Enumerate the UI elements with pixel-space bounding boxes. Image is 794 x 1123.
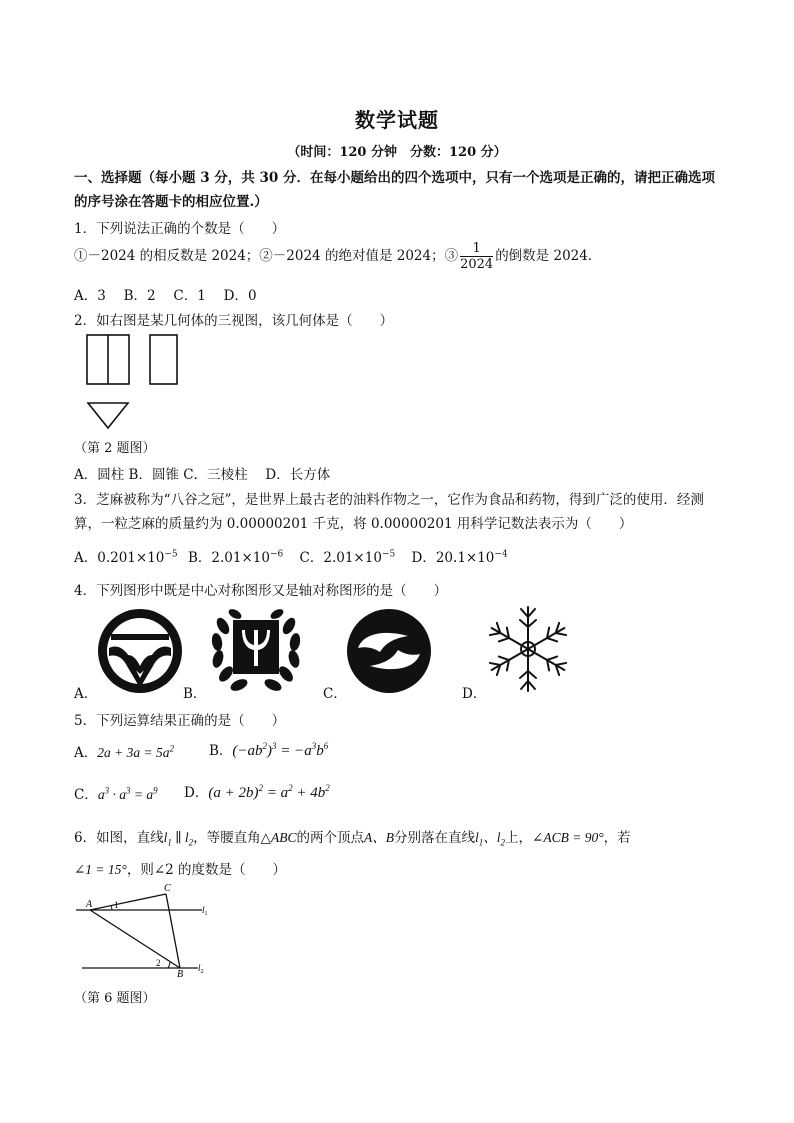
q6-angle-one: ∠1 = 15° [74,862,127,877]
q6-part-d: 分别落在直线 [394,830,475,846]
figure-6-caption: （第 6 题图） [74,991,156,1006]
q6-angle-acb: ∠ACB = 90° [532,830,604,845]
q5-b-label: B． [209,743,233,759]
question-3-stem-line1: 3．芝麻被称为“八谷之冠”，是世界上最古老的油料作物之一，它作为食品和药物，得到广泛的使用．经测 [74,492,704,508]
label-point-a: A [86,899,93,910]
q6-parallel-lines: $l_1$ ∥ $l_2$ [163,830,194,848]
option-a-label: A． [74,550,98,566]
page-title: 数学试题 [355,108,439,132]
option-d-label-q4: D． [462,686,487,702]
label-point-b: B [177,969,184,980]
three-view-figure [84,333,184,433]
option-b-label: B． [187,550,212,566]
yin-yang-leaf-emblem-icon [346,608,432,694]
q5-d-expression: $(a + 2b)^2 = a^2 + 4b^2$ [208,783,330,801]
segment-ac [90,894,166,910]
question-1-statements [74,241,601,272]
option-b-exponent: −6 [269,549,284,560]
segment-cb [166,894,180,968]
q6-part-g: ，则∠2 的度数是（ ） [126,862,287,878]
question-6-stem-line1 [74,826,631,848]
option-d-exponent: −4 [494,549,508,560]
top-view-triangle [88,403,128,428]
question-5-option-a [74,741,174,761]
option-c-label: C． [299,550,324,566]
q5-d-label: D． [184,785,209,801]
angle-2-arc [168,962,170,968]
option-b-mantissa: 2.01×10 [211,550,270,566]
question-1-stem: 1．下列说法正确的个数是（ ） [74,221,286,237]
question-6-stem-line2 [74,858,286,878]
label-point-c: C [164,883,171,894]
question-5-option-b [209,739,328,760]
laurel-wreath-emblem-icon [209,604,303,694]
statements-part2: 的倒数是 2024． [495,248,602,264]
q6-part-a: 6．如图，直线 [74,830,164,846]
option-c-exponent: −5 [381,549,396,560]
q6-part-b: ，等腰直角△ [193,830,271,846]
statements-part1: ①－2024 的相反数是 2024；②－2024 的绝对值是 2024；③ [74,248,459,264]
q5-c-expression: $a^3 \cdot a^3 = a^9$ [97,785,158,802]
q6-part-f: ，若 [603,830,631,846]
question-5-option-d [184,781,330,802]
circular-emblem-icon [97,608,183,694]
figure-2-caption: （第 2 题图） [74,441,156,456]
side-view-rect [150,335,177,384]
question-2-stem: 2．如右图是某几何体的三视图，该几何体是（ ） [74,313,394,329]
label-line-l2: $l_2$ [198,963,204,975]
segment-ab [90,910,180,968]
question-3-stem-line2: 算，一粒芝麻的质量约为 0.00000201 千克，将 0.00000201 用科学记数法表示为（ ） [74,516,633,532]
label-angle-1: 1 [114,900,119,910]
option-d-mantissa: 20.1×10 [435,550,495,566]
question-5-stem: 5．下列运算结果正确的是（ ） [74,713,286,729]
section-heading-line2: 的序号涂在答题卡的相应位置.） [74,194,268,210]
exam-info: （时间：120 分钟 分数：120 分） [287,145,507,160]
q5-c-label: C． [74,787,98,803]
q6-part-c: 的两个顶点 [296,830,364,846]
option-a-exponent: −5 [164,549,178,560]
q5-b-expression: $(-ab^2)^3 = -a^3b^6$ [232,741,329,759]
q5-a-label: A． [74,745,98,761]
label-angle-2: 2 [156,958,161,968]
fraction-one-over-2024 [460,241,493,272]
fraction-denominator: 2024 [460,257,494,272]
q6-triangle-abc: ABC [271,830,297,845]
question-5-option-c [74,783,158,803]
q6-lines-l1-l2: $l_1$、$l_2$ [475,830,506,848]
option-c-mantissa: 2.01×10 [323,550,382,566]
q6-points-ab: A、B [364,830,394,845]
section-heading-line1: 一、选择题（每小题 3 分，共 30 分．在每小题给出的四个选项中，只有一个选项是正确的，请把正确选项 [74,170,715,186]
question-3-options [74,546,508,566]
option-d-label: D． [411,550,436,566]
figure-6-diagram [76,880,216,980]
option-b-label-q4: B． [183,686,207,702]
question-2-options: A．圆柱 B．圆锥 C．三棱柱 D．长方体 [74,467,331,483]
question-1-options: A．3 B．2 C．1 D．0 [74,288,257,304]
fraction-numerator: 1 [460,241,493,257]
option-c-label-q4: C． [323,686,347,702]
option-a-mantissa: 0.201×10 [97,550,165,566]
q6-part-e: 上， [505,830,533,846]
option-a-label-q4: A． [74,686,98,702]
snowflake-icon [485,603,571,695]
q5-a-expression: $2a + 3a = 5a^2$ [97,743,174,760]
question-4-stem: 4．下列图形中既是中心对称图形又是轴对称图形的是（ ） [74,583,448,599]
label-line-l1: $l_1$ [202,905,208,917]
